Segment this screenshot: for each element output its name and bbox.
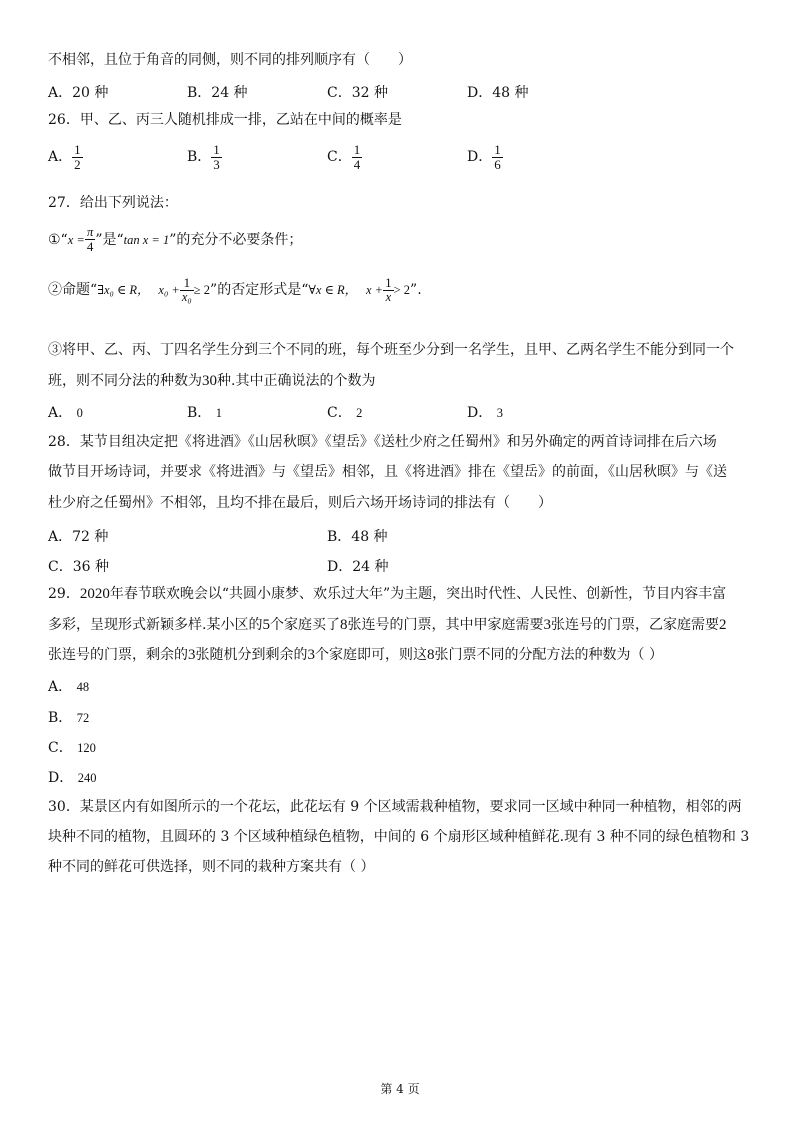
q30-stem-line-2: 块种不同的植物，且圆环的 3 个区域种植绿色植物，中间的 6 个扇形区域种植鲜花.现有 3 种不同的绿色植物和 3 xyxy=(48,829,750,845)
q27-s2-x0: x₀ + xyxy=(158,282,180,297)
q29-number: 29． xyxy=(48,586,80,602)
q27-s1-suffix: ”的充分不必要条件； xyxy=(169,231,303,248)
q27-s2-prefix: ②命题“ xyxy=(48,281,98,298)
q26-option-d xyxy=(467,143,503,171)
q29-stem-line-3 xyxy=(48,647,663,664)
q29-l2c: 张连号的门票，其中甲家庭需要 xyxy=(347,617,544,633)
q27-b-value: 1 xyxy=(215,406,222,420)
q29-n5: 5 xyxy=(262,617,270,633)
q26-a-fraction xyxy=(72,143,83,171)
q26-option-c xyxy=(327,143,362,171)
q27-s1-prefix: ①“ xyxy=(48,231,68,248)
q27-d-value: 3 xyxy=(496,406,503,420)
q28-stem-line-1: 28．某节目组决定把《将进酒》《山居秋暝》《望岳》《送杜少府之任蜀州》和另外确定的两首诗词排在后六场 xyxy=(48,434,717,450)
q25-option-d: D．48 种 xyxy=(467,85,529,101)
q26-c-fraction xyxy=(352,143,363,171)
q27-a-value: 0 xyxy=(76,406,83,420)
q26-d-den: 6 xyxy=(494,156,501,172)
q25-option-a: A．20 种 xyxy=(48,85,109,101)
q27-statement-2 xyxy=(48,276,422,304)
q27-s1-tan: tan x = 1 xyxy=(123,232,170,247)
q26-b-label: B． xyxy=(187,149,212,166)
q25-option-b: B．24 种 xyxy=(187,85,248,101)
q29-year: 2020 xyxy=(79,586,110,602)
q27-option-b xyxy=(187,402,222,422)
q29-l2d: 张连号的门票，乙家庭需要 xyxy=(550,617,719,633)
q29-stem-line-2 xyxy=(48,617,726,634)
q26-d-label: D． xyxy=(467,149,493,166)
q29-option-b xyxy=(48,707,89,727)
q29-n2: 2 xyxy=(718,617,727,633)
q28-stem-line-2: 做节目开场诗词，并要求《将进酒》与《望岳》相邻，且《将进酒》排在《望岳》的前面，《山居秋暝》与《送 xyxy=(48,464,727,480)
q26-d-fraction xyxy=(492,143,503,171)
q27-option-c xyxy=(327,402,362,422)
q27-d-label: D． xyxy=(467,405,493,421)
q25-option-c: C．32 种 xyxy=(327,85,388,101)
q27-option-d xyxy=(467,402,503,422)
q26-b-den: 3 xyxy=(213,156,220,172)
q27-s2-den: x₀ xyxy=(181,289,192,304)
q29-b-label: B． xyxy=(48,710,73,726)
q28-option-a: A．72 种 xyxy=(48,529,109,545)
q27-s1-x: x = xyxy=(67,232,85,247)
q26-b-num: 1 xyxy=(213,142,220,157)
q27-s2-exists: ∃x₀ ∈ R， xyxy=(97,282,150,297)
q28-option-d: D．24 种 xyxy=(327,559,389,575)
q29-a-label: A． xyxy=(48,679,73,695)
q29-n8: 8 xyxy=(339,617,348,633)
q27-option-a xyxy=(48,402,83,422)
q29-c-label: C． xyxy=(48,740,73,756)
q27-s2-fraction xyxy=(180,276,194,304)
q26-d-num: 1 xyxy=(494,142,501,157)
q27-s1-pi: π xyxy=(85,226,96,240)
q29-n3b: 3 xyxy=(188,647,196,663)
q27-s3-text-a: 班，则不同分法的种数为 xyxy=(48,373,202,389)
q26-option-a xyxy=(48,143,83,171)
q29-option-d xyxy=(48,767,96,787)
q26-b-fraction xyxy=(211,143,222,171)
q29-l3a: 张连号的门票，剩余的 xyxy=(48,647,188,663)
q27-s1-four: 4 xyxy=(86,239,94,255)
q26-stem: 26．甲、乙、丙三人随机排成一排，乙站在中间的概率是 xyxy=(48,112,402,128)
q27-c-value: 2 xyxy=(356,406,363,420)
q30-stem-line-1: 30．某景区内有如图所示的一个花坛，此花坛有 9 个区域需栽种植物，要求同一区域中种同一种植物，相邻的两 xyxy=(48,799,742,815)
q27-s2-suffix: ”. xyxy=(410,281,422,298)
q28-option-c: C．36 种 xyxy=(48,559,109,575)
q28-option-b: B．48 种 xyxy=(327,529,388,545)
q27-s2-forall: ∀x ∈ R， xyxy=(308,282,358,297)
q26-a-num: 1 xyxy=(74,142,81,157)
q26-c-den: 4 xyxy=(353,156,361,172)
q29-option-a xyxy=(48,676,89,696)
q26-a-den: 2 xyxy=(74,156,81,172)
q27-a-label: A． xyxy=(48,405,73,421)
q27-s2-one-2: 1 xyxy=(385,275,392,290)
q29-c-value: 120 xyxy=(77,741,96,755)
q28-stem-line-3: 杜少府之任蜀州》不相邻，且均不排在最后，则后六场开场诗词的排法有（ ） xyxy=(48,495,552,511)
q27-s2-den-2: x xyxy=(385,289,392,304)
q27-b-label: B． xyxy=(187,405,212,421)
q29-d-value: 240 xyxy=(77,771,97,785)
q29-n3c: 3 xyxy=(307,647,315,663)
q27-s2-one: 1 xyxy=(180,276,194,291)
q27-s2-gt: > 2 xyxy=(393,282,411,297)
q30-stem-line-3: 种不同的鲜花可供选择，则不同的栽种方案共有（ ） xyxy=(48,859,375,875)
q29-l2b: 个家庭买了 xyxy=(269,617,340,633)
q26-c-num: 1 xyxy=(353,142,361,157)
q27-s2-ge: ≥ 2 xyxy=(193,282,211,297)
q29-d-label: D． xyxy=(48,770,74,786)
q26-c-label: C． xyxy=(327,149,352,166)
q27-statement-1 xyxy=(48,226,302,254)
q29-l3d: 张门票不同的分配方法的种数为（ ） xyxy=(434,647,663,663)
q29-n8b: 8 xyxy=(427,647,435,663)
q27-s3-text-b: 种.其中正确说法的个数为 xyxy=(217,373,376,389)
q27-s2-x: x + xyxy=(366,282,384,297)
q29-a-value: 48 xyxy=(76,680,90,694)
q26-a-label: A． xyxy=(48,149,73,166)
q27-s3-number: 30 xyxy=(202,373,217,389)
q29-l3b: 张随机分到剩余的 xyxy=(195,647,308,663)
q27-s2-fraction-2 xyxy=(383,276,394,304)
q27-statement-3-line-2 xyxy=(48,373,375,390)
q29-l2a: 多彩，呈现形式新颖多样.某小区的 xyxy=(48,617,263,633)
q29-stem-line-1 xyxy=(48,586,726,603)
q29-option-c xyxy=(48,737,96,757)
q29-line-1-text: 年春节联欢晚会以“共圆小康梦、欢乐过大年”为主题，突出时代性、人民性、创新性，节目内容丰富 xyxy=(109,586,727,602)
q29-l3c: 个家庭即可，则这 xyxy=(315,647,427,663)
q29-n3: 3 xyxy=(543,617,551,633)
q25-stem-tail: 不相邻，且位于角音的同侧，则不同的排列顺序有（ ） xyxy=(48,52,412,68)
q27-s2-mid: ”的否定形式是“ xyxy=(210,281,309,298)
page-number: 第 4 页 xyxy=(380,1082,420,1096)
q27-s1-fraction xyxy=(85,226,96,254)
q26-option-b xyxy=(187,143,222,171)
q27-stem: 27．给出下列说法： xyxy=(48,195,178,211)
q29-b-value: 72 xyxy=(76,711,90,725)
q27-statement-3-line-1: ③将甲、乙、丙、丁四名学生分到三个不同的班，每个班至少分到一名学生，且甲、乙两名学生不能分到同一个 xyxy=(48,342,734,358)
q27-s1-mid: ”是“ xyxy=(95,231,124,248)
q27-c-label: C． xyxy=(327,405,352,421)
